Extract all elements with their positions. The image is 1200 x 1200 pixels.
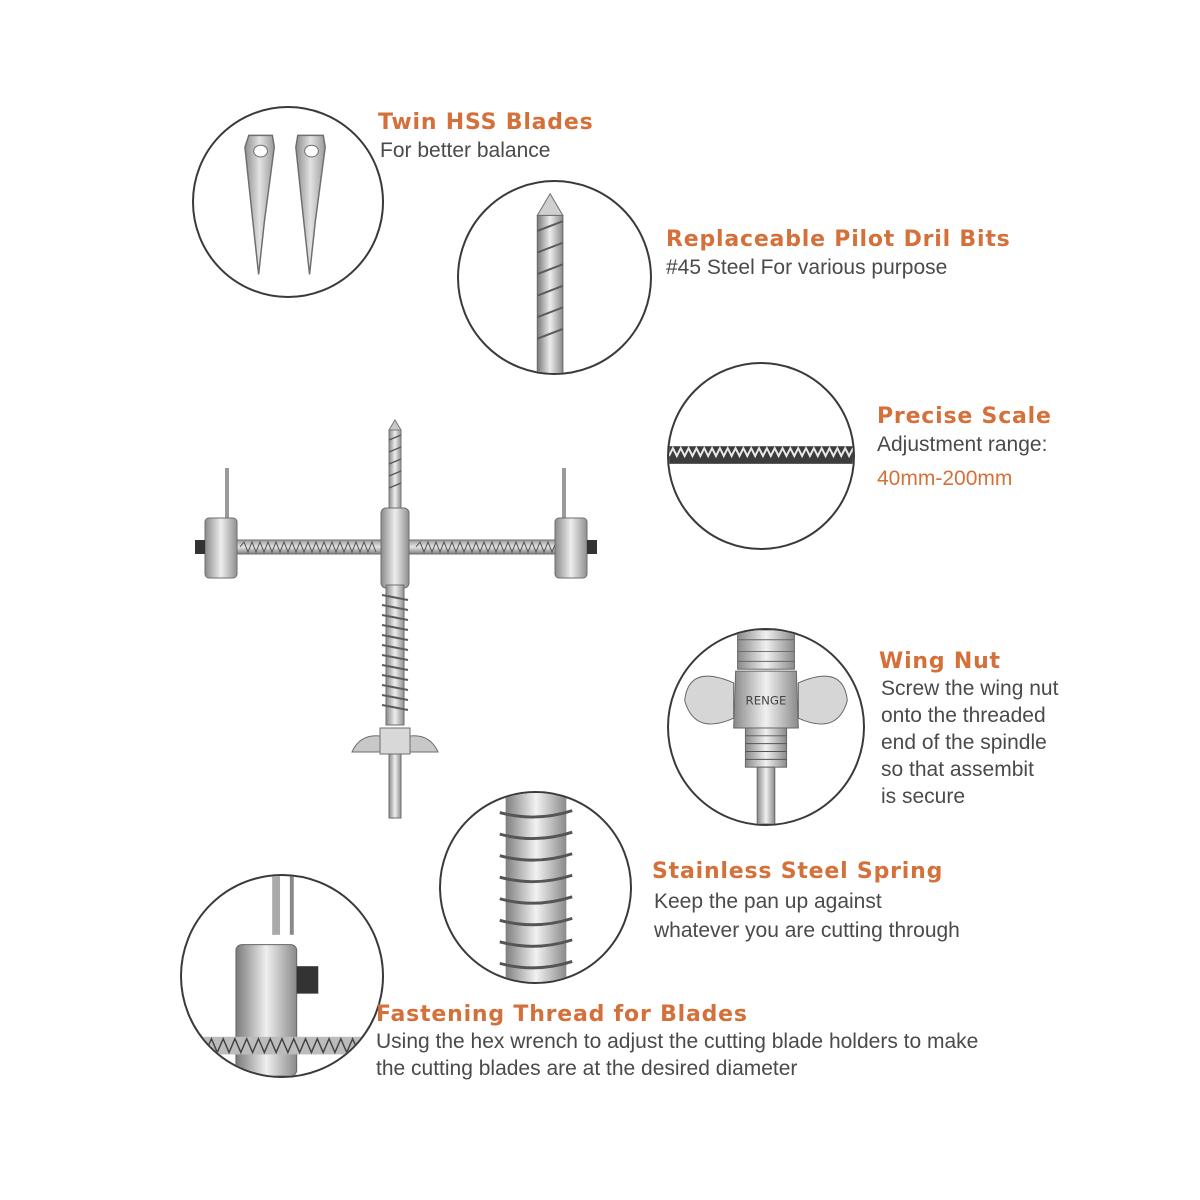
fastening-thread-image [182, 876, 382, 1076]
tool-blade-holder-right [555, 468, 597, 578]
precise-scale-image [669, 364, 853, 548]
pilot-title: Replaceable Pilot Dril Bits [666, 227, 1011, 252]
wing-nut-image [669, 630, 863, 824]
scale-range: 40mm-200mm [877, 467, 1013, 490]
circle-cutter-tool-image [180, 400, 620, 840]
wingnut-line-5: is secure [881, 785, 966, 808]
thread-line-2: the cutting blades are at the desired diameter [376, 1057, 798, 1080]
wingnut-line-2: onto the threaded [881, 704, 1046, 727]
thread-title: Fastening Thread for Blades [376, 1002, 748, 1027]
scale-desc: Adjustment range: [877, 433, 1048, 456]
wingnut-line-1: Screw the wing nut [881, 677, 1059, 700]
spring-line-2: whatever you are cutting through [654, 919, 960, 942]
thread-closeup-circle [180, 874, 384, 1078]
spring-line-1: Keep the pan up against [654, 890, 882, 913]
blade-right [296, 135, 325, 274]
nut-marking: RENGE [745, 693, 787, 708]
pilot-drill-bit-image [459, 182, 650, 373]
spring-title: Stainless Steel Spring [652, 859, 944, 884]
wingnut-line-3: end of the spindle [881, 731, 1047, 754]
blades-desc: For better balance [380, 139, 551, 162]
blade-left [245, 135, 274, 274]
pilot-desc: #45 Steel For various purpose [666, 256, 948, 279]
tool-pilot-bit [389, 420, 401, 510]
wingnut-closeup-circle [667, 628, 865, 826]
thread-line-1: Using the hex wrench to adjust the cutting blade holders to make [376, 1030, 979, 1053]
pilot-drill-closeup-circle [457, 180, 652, 375]
spring-closeup-circle [439, 791, 632, 984]
scale-closeup-circle [667, 362, 855, 550]
blades-title: Twin HSS Blades [378, 110, 594, 135]
stainless-spring-image [441, 793, 630, 982]
blades-closeup-circle [192, 106, 384, 298]
wingnut-line-4: so that assembit [881, 758, 1034, 781]
tool-blade-holder-left [195, 468, 237, 578]
scale-title: Precise Scale [877, 404, 1052, 429]
twin-blades-image [194, 108, 382, 296]
wingnut-title: Wing Nut [879, 649, 1001, 674]
